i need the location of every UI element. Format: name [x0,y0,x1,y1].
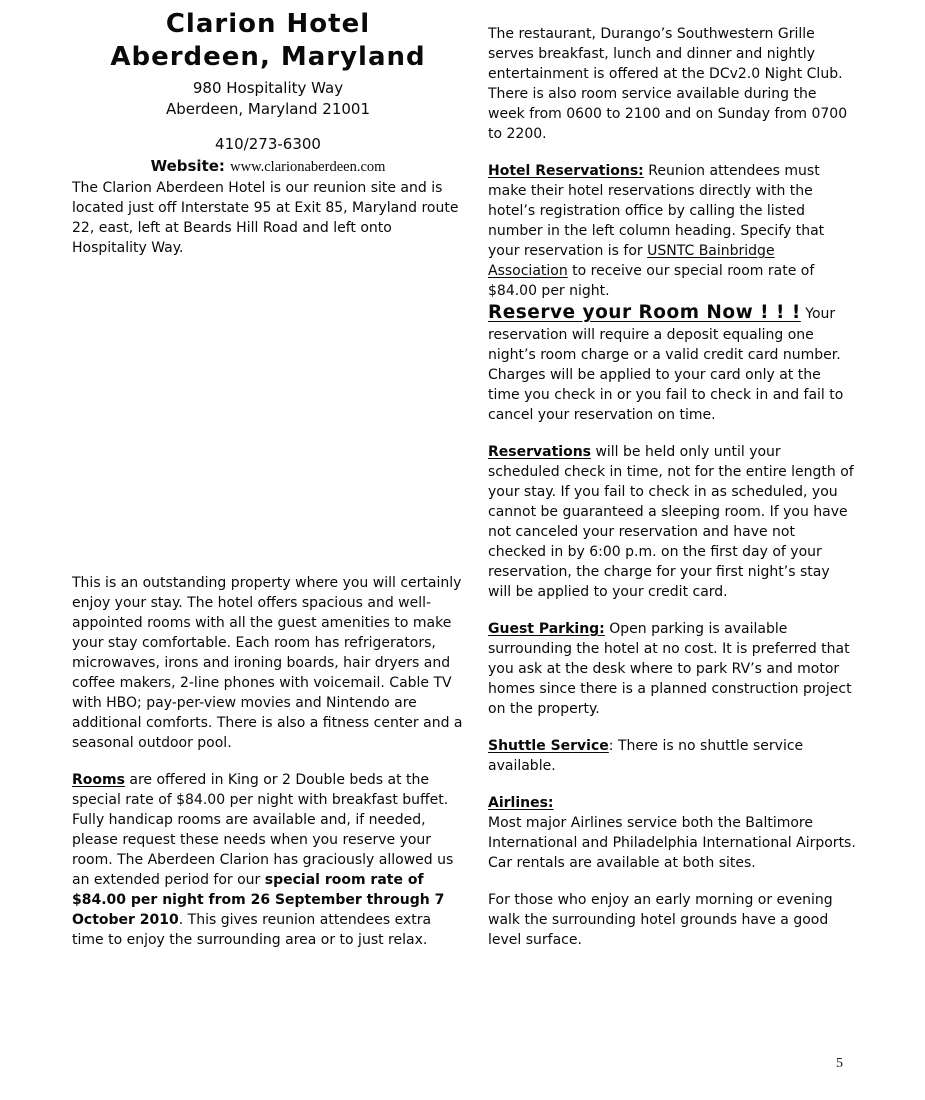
left-column [72,8,464,967]
hotel-reservations-heading: Hotel Reservations: [488,163,644,179]
phone-number: 410/273-6300 [215,135,321,153]
reservations-held-heading: Reservations [488,444,591,460]
rooms-heading: Rooms [72,772,125,788]
address-line2: Aberdeen, Maryland 21001 [166,100,370,118]
hotel-name-line1: Clarion Hotel [165,9,371,39]
restaurant-line1: The restaurant, Durango’s Southwestern Grille serves breakfast, lunch and dinner and nightly entertainment is offered at the DCv2.0 Night Club. [488,26,843,82]
airlines-paragraph [488,793,856,873]
guest-parking-heading: Guest Parking: [488,621,605,637]
reserve-now-heading: Reserve your Room Now ! ! ! [488,302,801,323]
rooms-body-1: are offered in King or 2 Double beds at the special rate of $84.00 per night with breakfast buffet. Fully handicap rooms are available and, if needed, please request these needs when you reserve your room. The Aberdeen Clarion has graciously allowed us an extended period for our [72,772,454,888]
website-url: www.clarionaberdeen.com [230,159,386,175]
hotel-reservations-paragraph [488,161,856,301]
rooms-body-2: . This gives reunion attendees extra time to enjoy the surrounding area or to just relax. [72,912,432,948]
property-paragraph: This is an outstanding property where you will certainly enjoy your stay. The hotel offers spacious and well-appointed rooms with all the guest amenities to make your stay comfortable. Each room has refrigerators, microwaves, irons and ironing boards, hair dryers and coffee makers, 2-line phones with voicemail. Cable TV with HBO; pay-per-view movies and Nintendo are additional comforts. There is also a fitness center and a seasonal outdoor pool. [72,575,463,751]
guest-parking-body: Open parking is available surrounding the hotel at no cost. It is preferred that you ask at the desk where to park RV’s and motor homes since there is a planned construction project on the property. [488,621,852,717]
intro-paragraph: The Clarion Aberdeen Hotel is our reunion site and is located just off Interstate 95 at Exit 85, Maryland route 22, east, left at Beards Hill Road and left onto Hospitality Way. [72,180,459,256]
restaurant-line2: There is also room service available during the week from 0600 to 2100 and on Sunday from 0700 to 2200. [488,86,848,142]
restaurant-paragraph [488,24,856,144]
shuttle-service-paragraph [488,736,856,776]
page-number: 5 [836,1056,843,1071]
association-name-underlined: USNTC Bainbridge Association [488,243,775,279]
airlines-heading: Airlines: [488,795,554,811]
hotel-header [72,8,464,178]
hotel-reservations-body-2: to receive our special room rate of $84.00 per night. [488,263,815,299]
shuttle-service-heading: Shuttle Service [488,738,609,754]
guest-parking-paragraph [488,619,856,719]
reservations-held-paragraph [488,442,856,602]
shuttle-service-body: : There is no shuttle service available. [488,738,804,774]
airlines-body: Most major Airlines service both the Baltimore International and Philadelphia International Airports. Car rentals are available at both sites. [488,815,856,871]
address-line1: 980 Hospitality Way [192,79,344,97]
website-label: Website: [150,157,231,175]
blank-image-space [72,275,464,573]
right-column [488,24,856,967]
hotel-name-line2: Aberdeen, Maryland [110,42,426,72]
reservations-held-body: will be held only until your scheduled check in time, not for the entire length of your stay. If you fail to check in as scheduled, you cannot be guaranteed a sleeping room. If you have not canceled your reservation and have not checked in by 6:00 p.m. on the first day of your reservation, the charge for your first night’s stay will be applied to your credit card. [488,444,854,600]
walking-paragraph: For those who enjoy an early morning or evening walk the surrounding hotel grounds have a good level surface. [488,892,833,948]
website-line [72,155,464,178]
rooms-paragraph [72,770,464,950]
rooms-bold-rate: special room rate of $84.00 per night from 26 September through 7 October 2010 [72,872,445,928]
reserve-now-body: Your reservation will require a deposit equaling one night’s room charge or a valid credit card number. Charges will be applied to your card only at the time you check in or you fail to check in and fail to cancel your reservation on time. [488,306,844,423]
reserve-now-paragraph [488,301,856,425]
hotel-reservations-body-1: Reunion attendees must make their hotel reservations directly with the hotel’s registration office by calling the listed number in the left column heading. Specify that your reservation is for [488,163,825,259]
